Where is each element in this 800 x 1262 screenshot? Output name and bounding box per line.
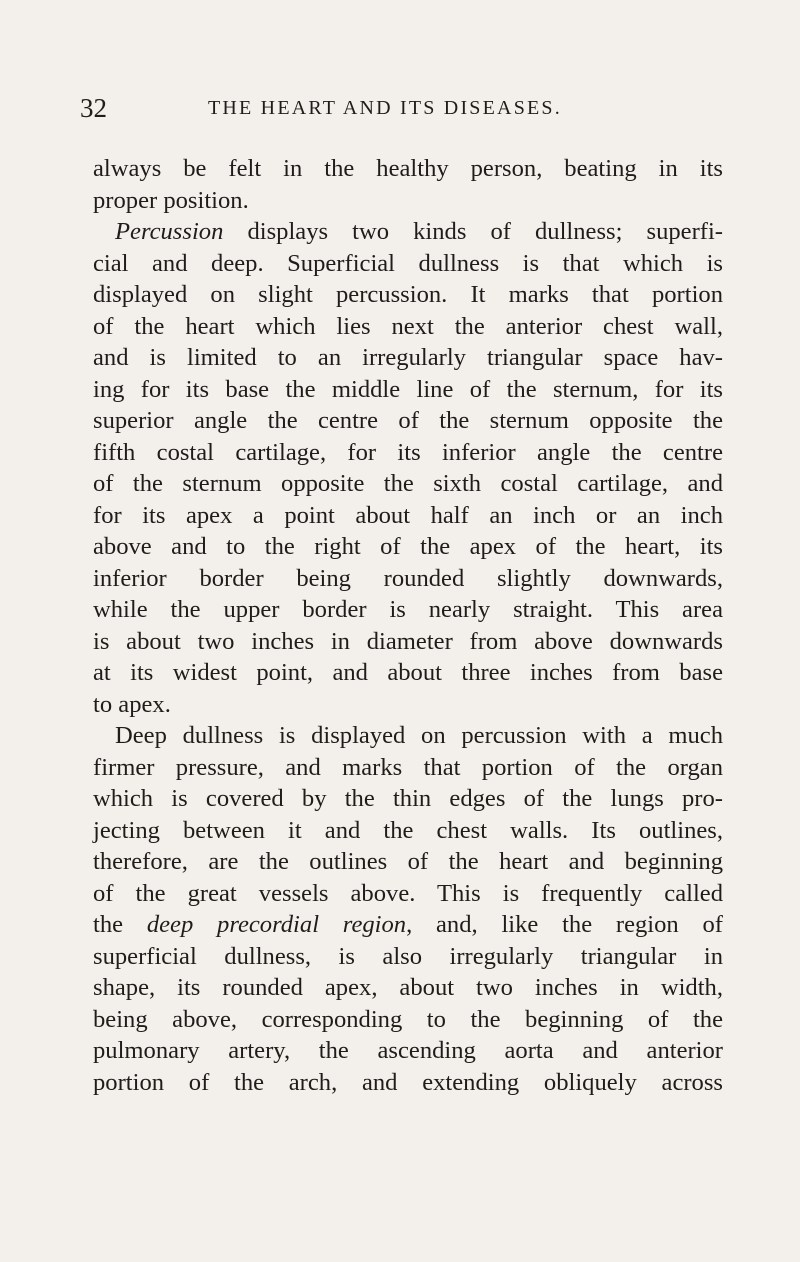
text-segment: to apex. xyxy=(93,690,171,718)
text-segment: , and, like the region of xyxy=(406,911,723,938)
text-line xyxy=(93,878,723,910)
text-line xyxy=(93,563,723,595)
text-segment: pulmonary artery, the ascending aorta and anterior xyxy=(93,1037,723,1064)
text-line xyxy=(93,311,723,343)
text-segment: is about two inches in diameter from above downwards xyxy=(93,627,723,655)
text-segment: fifth costal cartilage, for its inferior angle the centre xyxy=(93,438,723,466)
text-line xyxy=(93,909,723,941)
text-line xyxy=(93,437,723,469)
text-segment: ing for its base the middle line of the sternum, for its xyxy=(93,375,723,403)
text-line xyxy=(93,815,723,847)
text-segment: while the upper border is nearly straight. This area xyxy=(93,596,723,623)
text-segment: at its widest point, and about three inches from base xyxy=(93,659,723,686)
text-segment: for its apex a point about half an inch or an inch xyxy=(93,501,723,529)
text-segment: cial and deep. Superficial dullness is that which is xyxy=(93,249,723,277)
text-segment: superior angle the centre of the sternum opposite the xyxy=(93,407,723,434)
text-line xyxy=(93,279,723,311)
body-text xyxy=(93,153,723,1098)
page-header xyxy=(80,88,720,128)
text-segment: above and to the right of the apex of the heart, its xyxy=(93,533,723,560)
text-line xyxy=(93,1004,723,1036)
text-line xyxy=(93,374,723,406)
italic-term: deep precordial region xyxy=(146,911,407,938)
text-line xyxy=(93,657,723,689)
text-segment: the xyxy=(93,911,147,938)
text-segment: jecting between it and the chest walls. Its outlines, xyxy=(93,816,723,844)
text-line xyxy=(93,689,723,721)
text-line xyxy=(93,531,723,563)
text-segment: therefore, are the outlines of the heart and beginning xyxy=(93,848,723,875)
text-segment: Deep dullness is displayed on percussion with a much xyxy=(115,722,723,749)
text-line xyxy=(93,626,723,658)
text-line xyxy=(93,405,723,437)
text-line xyxy=(93,972,723,1004)
text-segment: and is limited to an irregularly triangular space hav- xyxy=(93,344,723,371)
text-line xyxy=(93,752,723,784)
text-segment: inferior border being rounded slightly downwards, xyxy=(93,564,723,592)
text-segment: which is covered by the thin edges of the lungs pro- xyxy=(93,785,723,812)
text-segment: portion of the arch, and extending obliquely across xyxy=(93,1068,723,1096)
text-line xyxy=(93,846,723,878)
running-head: THE HEART AND ITS DISEASES. xyxy=(208,97,562,119)
text-line xyxy=(93,1035,723,1067)
text-line xyxy=(93,185,723,217)
text-line xyxy=(93,342,723,374)
text-line xyxy=(93,153,723,185)
text-line xyxy=(93,941,723,973)
text-segment: displayed on slight percussion. It marks that portion xyxy=(93,281,723,308)
text-segment: of the heart which lies next the anterior chest wall, xyxy=(93,312,723,340)
text-line xyxy=(93,468,723,500)
text-line xyxy=(93,1067,723,1099)
italic-term: Percussion xyxy=(115,218,224,245)
text-line xyxy=(93,783,723,815)
text-segment: being above, corresponding to the beginning of the xyxy=(93,1005,723,1033)
text-segment: of the great vessels above. This is frequently called xyxy=(93,879,723,907)
text-segment: displays two kinds of dullness; superfi- xyxy=(223,218,723,245)
text-segment: of the sternum opposite the sixth costal cartilage, and xyxy=(93,470,723,497)
text-line xyxy=(93,500,723,532)
text-segment: proper position. xyxy=(93,186,249,214)
page-number: 32 xyxy=(80,93,107,123)
text-line xyxy=(93,720,723,752)
text-line xyxy=(93,594,723,626)
text-segment: always be felt in the healthy person, beating in its xyxy=(93,155,723,182)
text-line xyxy=(93,248,723,280)
text-segment: shape, its rounded apex, about two inches in width, xyxy=(93,974,723,1001)
text-line xyxy=(93,216,723,248)
text-segment: firmer pressure, and marks that portion of the organ xyxy=(93,753,723,781)
text-segment: superficial dullness, is also irregularly triangular in xyxy=(93,942,723,970)
